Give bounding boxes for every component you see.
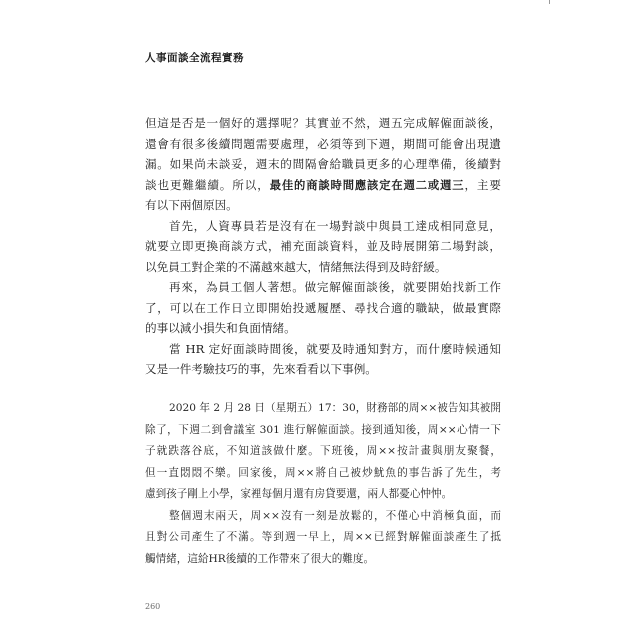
paragraph-2 (145, 216, 501, 278)
emphasis-text: 最佳的商談時間應該定在週二或週三 (269, 178, 465, 192)
running-header: 人事面談全流程實務 (145, 52, 244, 64)
case-example (145, 398, 501, 570)
text-line: 漏。如果尚未談妥，週末的間隔會給職員更多的心理準備，後續對 (145, 157, 501, 171)
text-line: 當 HR 定好面談時間後，就要及時通知對方，而什麼時候通知 (169, 341, 501, 356)
text-line: 但這是否是一個好的選擇呢？其實並不然，週五完成解僱面談後， (145, 116, 501, 130)
crop-mark (549, 0, 550, 4)
text-line: 以免員工對企業的不滿越來越大，情緒無法得到及時舒緩。 (145, 259, 447, 274)
case-line: 但一直悶悶不樂。回家後，周××將自己被炒魷魚的事告訴了先生，考 (145, 466, 501, 479)
case-line: 2020 年 2 月 28 日（星期五）17：30，財務部的周××被告知其被開 (169, 402, 501, 414)
text-line-with-emphasis (145, 175, 501, 196)
text-line: 的事以減小損失和負面情緒。 (145, 321, 296, 335)
text-line: 還會有很多後續問題需要處理，必須等到下週，期間可能會出現遺 (145, 136, 501, 151)
text-line: 就要立即更換商談方式，補充面談資料，並及時展開第二場對談， (145, 239, 501, 253)
text-line: 有以下兩個原因。 (145, 198, 238, 212)
case-line: 整個週末兩天，周××沒有一刻是放鬆的，不僅心中消極負面，而 (169, 509, 501, 522)
paragraph-1 (145, 113, 501, 216)
case-line: 子就跌落谷底，不知道該做什麼。下班後，周××按計畫與朋友聚餐， (145, 445, 501, 457)
text-line: 首先，人資專員若是沒有在一場對談中與員工達成相同意見， (169, 218, 501, 233)
text-run: ，主要 (464, 177, 501, 192)
case-paragraph-1 (145, 398, 501, 506)
case-paragraph-2 (145, 506, 501, 571)
case-line: 觸情緒，這給HR後續的工作帶來了很大的難度。 (145, 552, 375, 565)
case-line: 且對公司產生了不滿。等到週一早上，周××已經對解僱面談產生了抵 (145, 531, 501, 543)
case-line: 慮到孩子剛上小學，家裡每個月還有房貸要還，兩人都憂心忡忡。 (145, 488, 453, 500)
text-line: 再來，為員工個人著想。做完解僱面談後，就要開始找新工作 (169, 280, 501, 294)
text-run: 談也更難繼續。所以， (145, 177, 270, 192)
paragraph-4 (145, 339, 501, 380)
case-line: 除了，下週二到會議室 301 進行解僱面談。接到通知後，周××心情一下 (145, 423, 501, 436)
page-number: 260 (145, 602, 161, 611)
text-line: 又是一件考驗技巧的事，先來看看以下事例。 (145, 362, 377, 376)
paragraph-3 (145, 277, 501, 339)
body-text (145, 113, 501, 380)
text-line: 了，可以在工作日立即開始投遞履歷、尋找合適的職缺，做最實際 (145, 300, 501, 315)
